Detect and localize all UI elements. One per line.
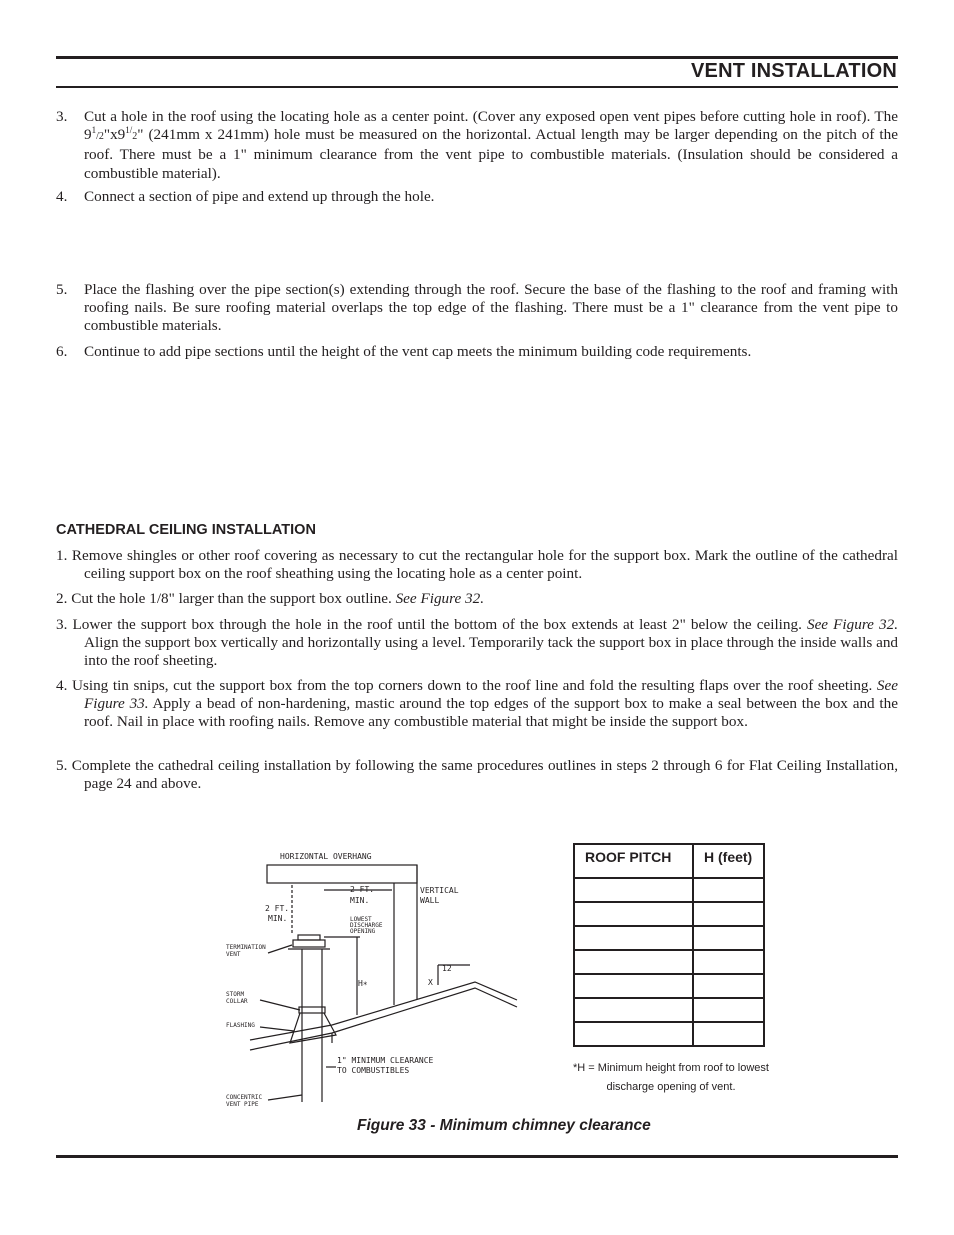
table-cell	[574, 1022, 693, 1046]
table-cell	[574, 974, 693, 998]
table-header-row	[574, 844, 764, 878]
table-cell	[693, 878, 764, 902]
label-2ft-b: 2 FT.	[350, 885, 375, 894]
label-termination: TERMINATION	[226, 944, 266, 951]
table-cell	[574, 902, 693, 926]
footnote-line-1: *H = Minimum height from roof to lowest	[573, 1062, 769, 1074]
label-lowest: LOWEST	[350, 916, 372, 923]
footnote-line-2: discharge opening of vent.	[606, 1081, 736, 1093]
step-6	[56, 343, 898, 361]
label-min-a: MIN.	[268, 914, 288, 923]
table-cell	[693, 974, 764, 998]
leader-storm	[260, 1000, 300, 1010]
table-cell	[574, 926, 693, 950]
step-number: 4.	[56, 188, 68, 205]
label-twelve: 12	[442, 964, 452, 973]
step-text: Connect a section of pipe and extend up through the hole.	[84, 188, 435, 205]
step-number: 6.	[56, 343, 68, 360]
table-row	[574, 998, 764, 1022]
page-title: VENT INSTALLATION	[691, 60, 897, 82]
table-cell	[693, 926, 764, 950]
step-text: Place the flashing over the pipe section(s) extending through the roof. Secure the base of the flashing to the roof and framing with roofing nails. Be sure roofing material overlaps the top edge of the flashing. There must be a 1" clearance from the vent pipe to combustible materials.	[84, 281, 898, 335]
leader-flashing	[260, 1027, 294, 1031]
table-row	[574, 926, 764, 950]
step-4	[56, 188, 898, 206]
roof-line-bottom	[250, 988, 517, 1050]
table-row	[574, 950, 764, 974]
label-overhang: HORIZONTAL OVERHANG	[280, 852, 372, 861]
column-header: H (feet)	[693, 844, 764, 878]
label-flashing: FLASHING	[226, 1022, 255, 1029]
label-min-b: MIN.	[350, 896, 370, 905]
vent-cap	[293, 940, 325, 947]
step-3	[56, 108, 898, 183]
table-cell	[693, 950, 764, 974]
leader-concentric	[268, 1095, 302, 1100]
label-clearance-1: 1" MINIMUM CLEARANCE	[337, 1056, 434, 1065]
table-cell	[693, 1022, 764, 1046]
label-opening: OPENING	[350, 928, 376, 935]
table-footnote	[560, 1059, 782, 1097]
cathedral-step-3: 3. Lower the support box through the hole in the roof until the bottom of the box extends at least 2" below the ceiling. See Figure 32. Align the support box vertically and horizontally using a level. Temporarily tack the support box in place through the inside walls and into the roof sheeting.	[56, 616, 898, 670]
vent-cap-top	[298, 935, 320, 940]
cathedral-step-5: 5. Complete the cathedral ceiling installation by following the same procedures outlines in steps 2 through 6 for Flat Ceiling Installation, page 24 and above.	[56, 757, 898, 793]
step-text: Continue to add pipe sections until the height of the vent cap meets the minimum building code requirements.	[84, 343, 752, 360]
label-discharge: DISCHARGE	[350, 922, 383, 929]
label-collar: COLLAR	[226, 998, 248, 1005]
label-vent: VENT	[226, 951, 241, 958]
cathedral-step-1: 1. Remove shingles or other roof covering as necessary to cut the rectangular hole for the support box. Mark the outline of the cathedral ceiling support box on the roof sheathing using the locating hole as a center point.	[56, 547, 898, 583]
table-cell	[574, 950, 693, 974]
column-header: ROOF PITCH	[574, 844, 693, 878]
cathedral-step-4: 4. Using tin snips, cut the support box from the top corners down to the roof line and fold the resulting flaps over the roof sheeting. See Figure 33. Apply a bead of non-hardening, mastic around the top edges of the support box to make a seal between the box and the roof. Nail in place with roofing nails. Remove any combustible material that might be inside the support box.	[56, 677, 898, 731]
label-2ft-a: 2 FT.	[265, 904, 290, 913]
table-cell	[693, 998, 764, 1022]
label-h: H∗	[358, 979, 368, 988]
section-heading: CATHEDRAL CEILING INSTALLATION	[56, 522, 316, 538]
table-cell	[574, 998, 693, 1022]
table-cell	[693, 902, 764, 926]
label-x: X	[428, 978, 433, 987]
step-text: Cut a hole in the roof using the locating hole as a center point. (Cover any exposed open vent pipes before cutting hole in roof). The $9^1/2"x9^{1/}2$" (241mm x 241mm) hole must be measured on the horizontal. Actual length may be larger depending on the pitch of the roof. There must be a 1" minimum clearance from the vent pipe to combustible materials. (Insulation should be considered a combustible material).	[84, 108, 898, 182]
label-clearance-2: TO COMBUSTIBLES	[337, 1066, 410, 1075]
table-cell	[574, 878, 693, 902]
table-row	[574, 902, 764, 926]
step-5	[56, 281, 898, 336]
top-rule	[56, 56, 898, 59]
chimney-clearance-diagram	[220, 845, 525, 1113]
label-vertical: VERTICAL	[420, 886, 459, 895]
overhang-box	[267, 865, 417, 883]
bottom-rule	[56, 1155, 898, 1158]
label-wall: WALL	[420, 896, 440, 905]
table-row	[574, 878, 764, 902]
step-number: 3.	[56, 108, 68, 125]
header-rule	[56, 86, 898, 88]
figure-caption: Figure 33 - Minimum chimney clearance	[357, 1117, 651, 1134]
table-row	[574, 974, 764, 998]
label-storm: STORM	[226, 991, 245, 998]
label-concentric: CONCENTRIC	[226, 1094, 263, 1101]
cathedral-step-2: 2. Cut the hole 1/8" larger than the support box outline. See Figure 32.	[56, 590, 485, 607]
table-row	[574, 1022, 764, 1046]
storm-collar	[299, 1007, 325, 1013]
roof-line-top	[250, 982, 517, 1040]
label-vent-pipe: VENT PIPE	[226, 1101, 259, 1108]
step-number: 5.	[56, 281, 68, 298]
roof-pitch-table	[573, 843, 765, 1047]
